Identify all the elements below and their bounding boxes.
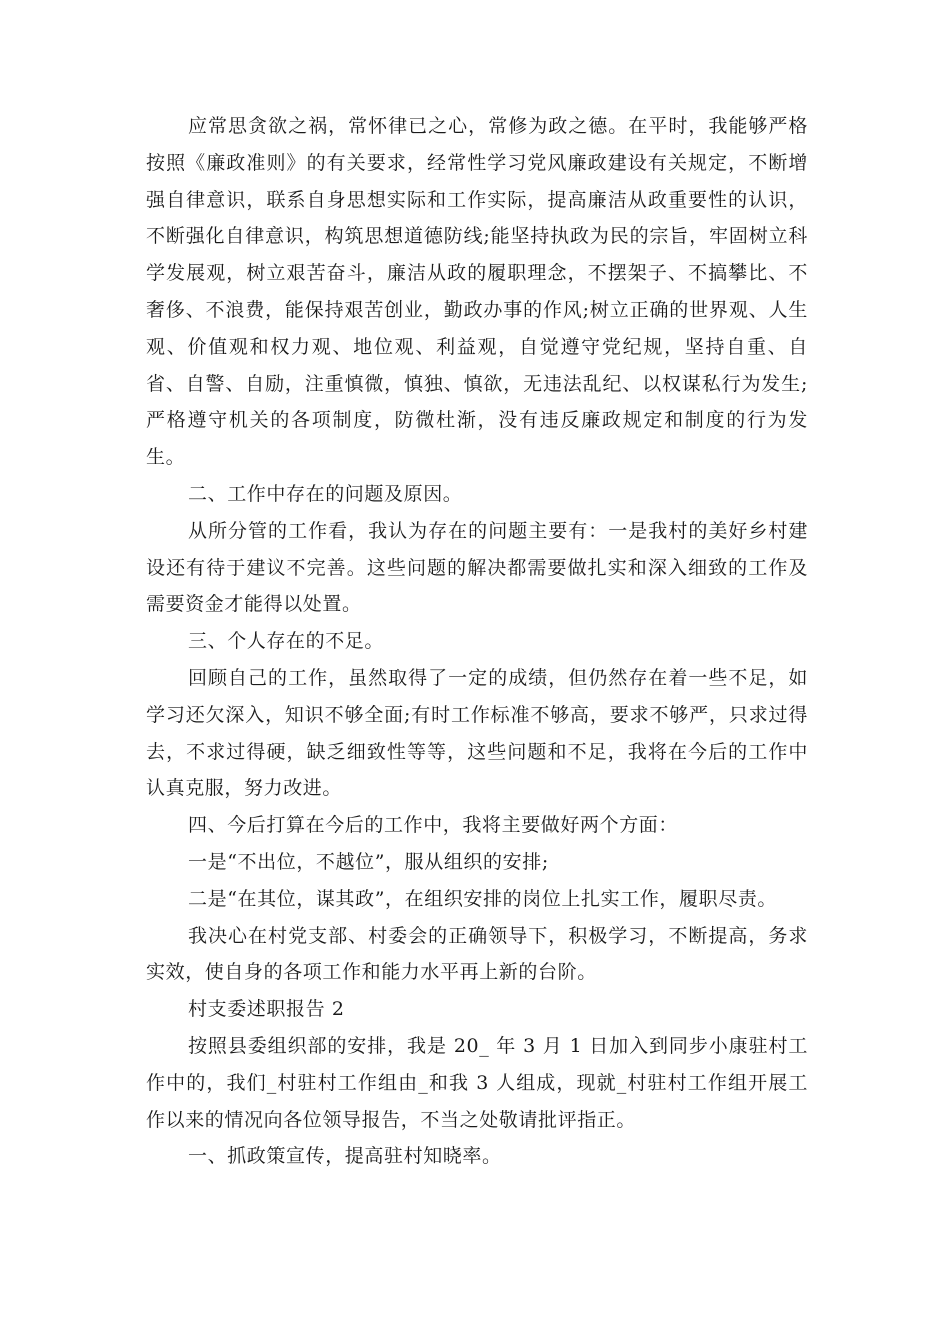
heading-future-plans: 四、今后打算在今后的工作中，我将主要做好两个方面： [188, 814, 679, 837]
section-title-report-2: 村支委述职报告 2 [188, 998, 345, 1021]
heading-problems-and-causes: 二、工作中存在的问题及原因。 [188, 482, 463, 505]
paragraph-plan-two: 二是“在其位，谋其政”，在组织安排的岗位上扎实工作，履职尽责。 [188, 887, 778, 910]
paragraph-problems: 从所分管的工作看，我认为存在的问题主要有：一是我村的美好乡村建设还有待于建议不完善。这些问题的解决都需要做扎实和深入细致的工作及需要资金才能得以处置。 [146, 519, 808, 616]
document-body [146, 108, 808, 1175]
paragraph-report-2-intro: 按照县委组织部的安排，我是 20_ 年 3 月 1 日加入到同步小康驻村工作中的，我们_村驻村工作组由_和我 3 人组成，现就_村驻村工作组开展工作以来的情况向各位领导报告，不当之处敬请批评指正。 [146, 1034, 808, 1131]
paragraph-integrity-self-discipline: 应常思贪欲之祸，常怀律已之心，常修为政之德。在平时，我能够严格按照《廉政准则》的有关要求，经常性学习党风廉政建设有关规定，不断增强自律意识，联系自身思想实际和工作实际，提高廉洁从政重要性的认识，不断强化自律意识，构筑思想道德防线;能坚持执政为民的宗旨，牢固树立科学发展观，树立艰苦奋斗，廉洁从政的履职理念，不摆架子、不搞攀比、不奢侈、不浪费，能保持艰苦创业，勤政办事的作风;树立正确的世界观、人生观、价值观和权力观、地位观、利益观，自觉遵守党纪规，坚持自重、自省、自警、自励，注重慎微，慎独、慎欲，无违法乱纪、以权谋私行为发生;严格遵守机关的各项制度，防微杜渐，没有违反廉政规定和制度的行为发生。 [146, 115, 808, 469]
heading-policy-publicity: 一、抓政策宣传，提高驻村知晓率。 [188, 1145, 502, 1168]
heading-personal-shortcomings: 三、个人存在的不足。 [188, 630, 385, 653]
paragraph-plan-one: 一是“不出位，不越位”，服从组织的安排; [188, 850, 549, 873]
paragraph-shortcomings: 回顾自己的工作，虽然取得了一定的成绩，但仍然存在着一些不足，如学习还欠深入，知识不够全面;有时工作标准不够高，要求不够严，只求过得去，不求过得硬，缺乏细致性等等，这些问题和不足，我将在今后的工作中认真克服，努力改进。 [146, 666, 808, 800]
paragraph-resolution: 我决心在村党支部、村委会的正确领导下，积极学习，不断提高，务求实效，使自身的各项工作和能力水平再上新的台阶。 [146, 924, 808, 984]
